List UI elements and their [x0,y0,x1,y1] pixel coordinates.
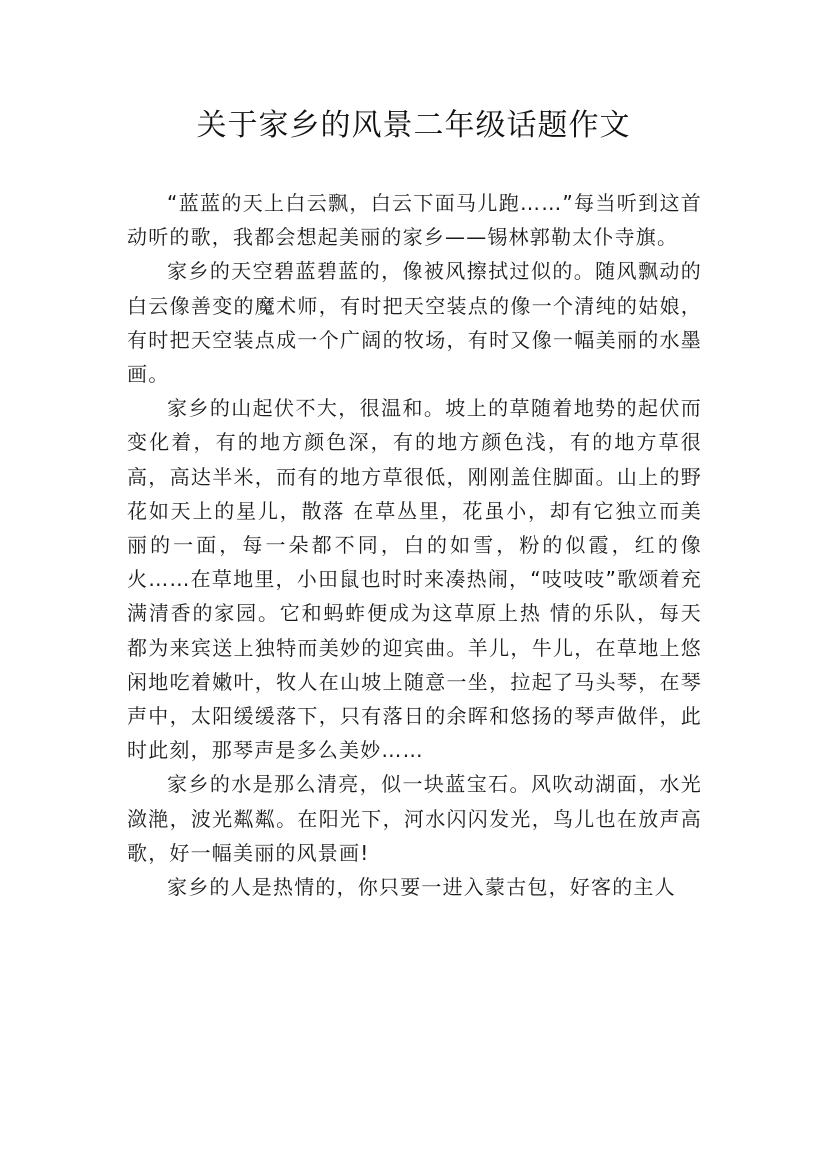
paragraph-3: 家乡的山起伏不大，很温和。坡上的草随着地势的起伏而变化着，有的地方颜色深，有的地方颜色浅，有的地方草很高，高达半米，而有的地方草很低，刚刚盖住脚面。山上的野花如天上的星儿，散落 在草丛里，花虽小，却有它独立而美丽的一面，每一朵都不同，白的如雪，粉的似霞，红的像火……在草地里，小田鼠也时时来凑热闹，“吱吱吱”歌颂着充满清香的家园。它和蚂蚱便成为这草原上热 情的乐队，每天都为来宾送上独特而美妙的迎宾曲。羊儿，牛儿，在草地上悠闲地吃着嫩叶，牧人在山坡上随意一坐，拉起了马头琴，在琴声中，太阳缓缓落下，只有落日的余晖和悠扬的琴声做伴，此 时此刻，那琴声是多么美妙…… [127,396,702,763]
paragraph-5: 家乡的人是热情的，你只要一进入蒙古包，好客的主人 [167,875,676,900]
paragraph-2: 家乡的天空碧蓝碧蓝的，像被风擦拭过似的。随风飘动的白云像善变的魔术师，有时把天空装点的像一个清纯的姑娘，有时把天空装点成一个广阔的牧场，有时又像一幅美丽的水墨画。 [127,259,702,387]
paragraph-1: “蓝蓝的天上白云飘，白云下面马儿跑……”每当听到这首动听的歌，我都会想起美丽的家乡——锡林郭勒太仆寺旗。 [127,191,702,250]
document-title: 关于家乡的风景二年级话题作文 [196,108,631,143]
paragraph-4: 家乡的水是那么清亮，似一块蓝宝石。风吹动湖面，水光潋滟，波光粼粼。在阳光下，河水闪闪发光，鸟儿也在放声高歌，好一幅美丽的风景画! [127,772,702,865]
document-body [127,186,702,904]
